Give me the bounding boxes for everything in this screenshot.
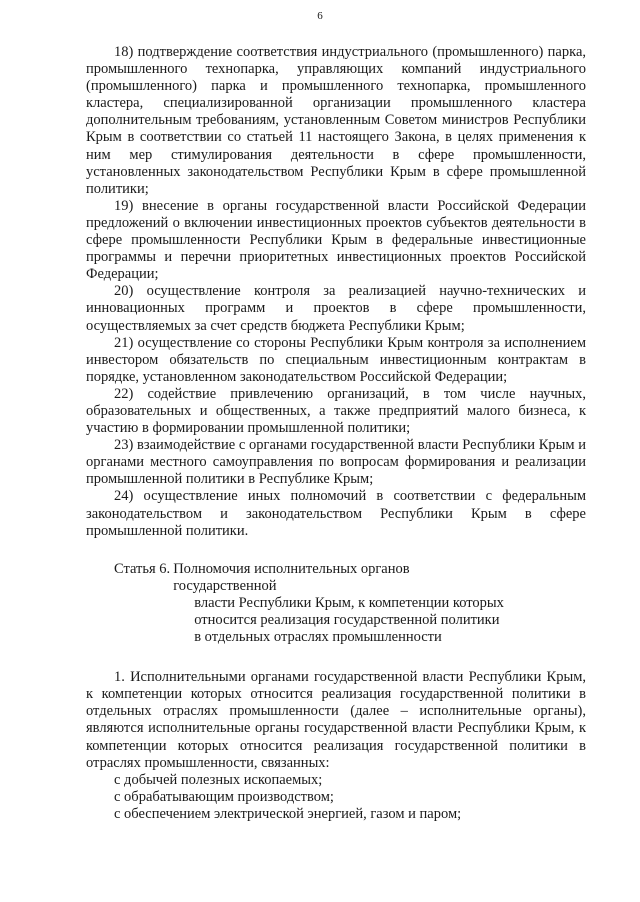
article-title-line: относится реализация государственной политики — [194, 612, 500, 628]
page-number: 6 — [317, 10, 323, 22]
article-title-line: власти Республики Крым, к компетенции которых — [194, 594, 504, 611]
article-number: Статья 6. — [114, 560, 171, 577]
list-item-23: 23) взаимодействие с органами государственной власти Республики Крым и органами местного самоуправления по вопросам формирования и реализации промышленной политики в Республике Крым; — [86, 437, 586, 488]
list-item-22: 22) содействие привлечению организаций, в том числе научных, образовательных и общественных, а также предприятий малого бизнеса, к участию в формировании промышленной политики; — [86, 385, 586, 437]
list-item: с обеспечением электрической энергией, газом и паром; — [114, 805, 462, 822]
document-body — [86, 44, 586, 823]
list-item-21: 21) осуществление со стороны Республики Крым контроля за исполнением инвестором обязательств по специальным инвестиционным контрактам в порядке, установленном законодательством Российской Федерации; — [86, 334, 586, 385]
list-item: с добычей полезных ископаемых; — [114, 771, 323, 788]
article-title — [170, 561, 513, 646]
list-item: с обрабатывающим производством; — [114, 788, 334, 805]
article-title-line: Полномочия исполнительных органов государственной — [173, 560, 410, 594]
article-title-line: в отдельных отраслях промышленности — [194, 629, 442, 646]
list-item-20: 20) осуществление контроля за реализацией научно-технических и инновационных программ и проектов в сфере промышленности, осуществляемых за счет средств бюджета Республики Крым; — [86, 283, 586, 334]
list-item-24: 24) осуществление иных полномочий в соответствии с федеральным законодательством и законодательством Республики Крым в сфере промышленной политики. — [86, 488, 586, 539]
article-paragraph-1: 1. Исполнительными органами государственной власти Республики Крым, к компетенции которых относится реализация государственной политики в отдельных отраслях промышленности (далее – исполнительные органы), являются исполнительные органы государственной власти Республики Крым, к компетенции которых относится реализация государственной политики в отраслях промышленности, связанных: — [86, 669, 586, 771]
list-item-18: 18) подтверждение соответствия индустриального (промышленного) парка, промышленного технопарка, управляющих компаний индустриального (промышленного) парка и промышленного технопарка, промышленного кластера, специализированной организации промышленного кластера дополнительным требованиям, установленным Советом министров Республики Крым в соответствии со статьей 11 настоящего Закона, в целях применения к ним мер стимулирования деятельности в сфере промышленности, установленных законодательством Республики Крым в сфере промышленной политики; — [86, 44, 586, 197]
article-heading — [86, 561, 586, 646]
list-item-19: 19) внесение в органы государственной власти Российской Федерации предложений о включении инвестиционных проектов субъектов деятельности в сфере промышленности Республики Крым в федеральные инвестиционные программы и перечни приоритетных инвестиционных проектов Российской Федерации; — [86, 197, 586, 283]
